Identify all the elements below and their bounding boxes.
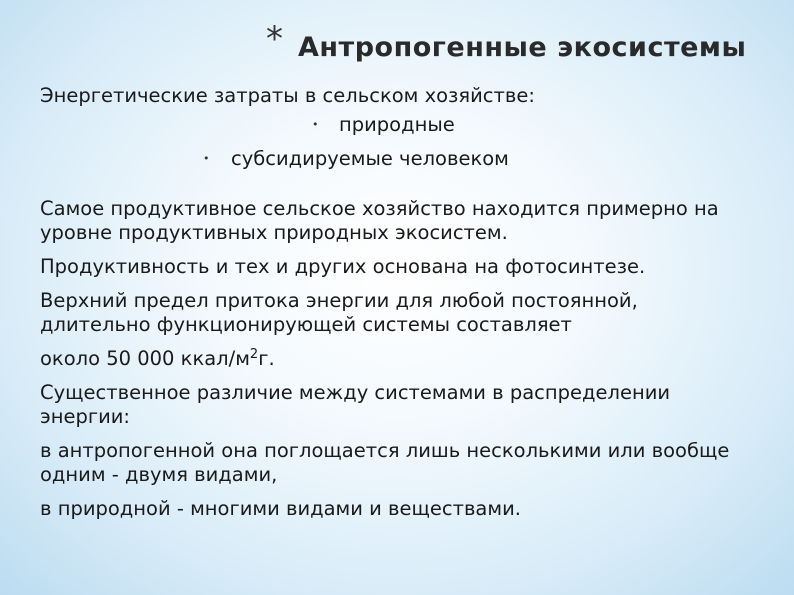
bullet-text: природные bbox=[339, 113, 455, 136]
paragraph-energy-value bbox=[40, 347, 780, 371]
text-line: в антропогенной она поглощается лишь несколькими или вообще bbox=[40, 439, 730, 462]
superscript: 2 bbox=[249, 347, 259, 362]
slide-content bbox=[40, 84, 780, 521]
text-line: уровне продуктивных природных экосистем. bbox=[40, 221, 508, 244]
star-icon: * bbox=[266, 19, 283, 59]
paragraph-productivity bbox=[40, 197, 780, 245]
text-line: длительно функционирующей системы составляет bbox=[40, 313, 572, 336]
text-line: Самое продуктивное сельское хозяйство находится примерно на bbox=[40, 197, 719, 220]
energy-unit-text: г. bbox=[258, 347, 275, 370]
text-line: Существенное различие между системами в распределении bbox=[40, 381, 671, 404]
text-line: энергии: bbox=[40, 405, 130, 428]
slide-title-row bbox=[0, 19, 794, 72]
intro-text: Энергетические затраты в сельском хозяйстве: bbox=[40, 84, 535, 107]
bullet-icon: • bbox=[203, 152, 210, 165]
text-line: Верхний предел притока энергии для любой постоянной, bbox=[40, 289, 638, 312]
bullet-item-subsidized bbox=[40, 142, 780, 176]
paragraph-photosynthesis: Продуктивность и тех и других основана на фотосинтезе. bbox=[40, 255, 646, 278]
bullet-item-natural bbox=[40, 108, 780, 142]
paragraph-upper-limit bbox=[40, 289, 780, 337]
energy-value-text: около 50 000 ккал/м bbox=[40, 347, 250, 370]
slide-title: Антропогенные экосистемы bbox=[298, 32, 747, 63]
text-line: одним - двумя видами, bbox=[40, 463, 278, 486]
bullet-text: субсидируемые человеком bbox=[231, 147, 509, 170]
bullet-icon: • bbox=[312, 118, 319, 131]
paragraph-natural: в природной - многими видами и веществами. bbox=[40, 497, 521, 520]
paragraph-anthropogenic bbox=[40, 439, 780, 487]
paragraph-difference bbox=[40, 381, 780, 429]
